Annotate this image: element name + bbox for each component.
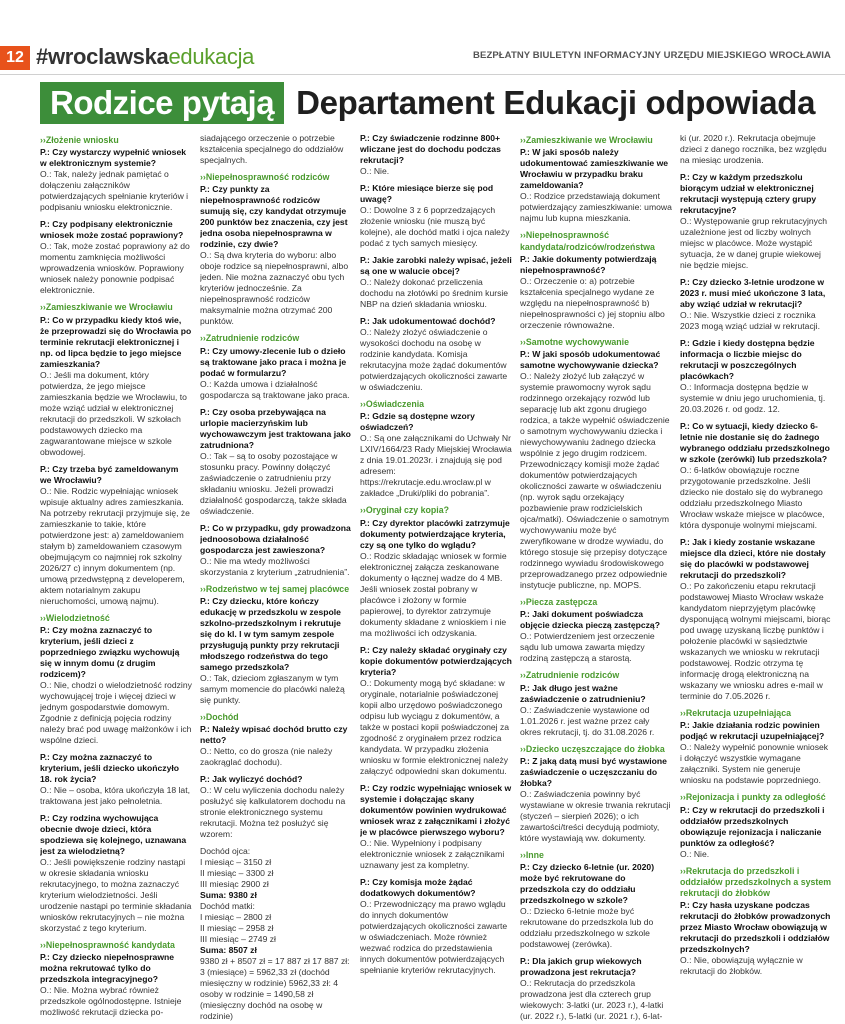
- answer: O.: Zaświadczenie wystawione od 1.01.2026 r. jest ważne przez cały okres rekrutacji, tj. do 31.08.2026 r.: [520, 704, 655, 737]
- answer: O.: Po zakończeniu etapu rekrutacji podstawowej Miasto Wrocław wskaże kandydatom nieprzyjętym placówkę dysponującą wolnymi miejscami, biorąc pod uwagę uzyskaną liczbę punktów i położenie placówki w sąsiedztwie wskazanych we wniosku w rekrutacji podstawowej. Rodzic otrzyma tę informację drogą elektroniczną na wskazany we wniosku adres e-mail w terminie do 7.05.2026 r.: [680, 581, 831, 701]
- column-3: [360, 133, 512, 1021]
- answer: O.: Nie. Rodzic wypełniając wniosek wpisuje aktualny adres zamieszkania. Na potrzeby rekrutacji przyjmuje się, że zamieszkanie to takie, które potwierdzone jest: a) zameldowaniem stałym b) zameldowaniem czasowym obejmującym co najmniej rok szkolny 2026/27 c) innym dokumentem (np. umową przedwstępną z developerem, aktem notarialnym zakupu nieruchomości, umową najmu).: [40, 485, 190, 606]
- question: P.: Czy w rekrutacji do przedszkoli i oddziałów przedszkolnych obowiązuje rejonizacja i naliczanie punktów za odległość?: [680, 804, 825, 848]
- column-2: [200, 133, 352, 1021]
- section-heading: ›› Złożenie wniosku: [40, 135, 192, 146]
- question: P.: Czy komisja może żądać dodatkowych dokumentów?: [360, 876, 476, 898]
- article-columns: [40, 133, 832, 1021]
- section-heading: ›› Zamieszkiwanie we Wrocławiu: [520, 135, 672, 146]
- column-1: [40, 133, 192, 1021]
- section-heading: ›› Rodzeństwo w tej samej placówce: [200, 584, 352, 595]
- answer: siadającego orzeczenie o potrzebie kształcenia specjalnego do oddziałów specjalnych.: [200, 133, 344, 165]
- answer: O.: Są dwa kryteria do wyboru: albo oboje rodzice są niepełnosprawni, albo jeden. Nie można zaznaczyć obu tych kryteriów jednocześnie. Za niepełnosprawność rodziców maksymalnie można otrzymać 200 punktów.: [200, 250, 349, 327]
- question: P.: Jaki dokument poświadcza objęcie dziecka pieczą zastępczą?: [520, 609, 660, 631]
- section-heading: ›› Zamieszkiwanie we Wrocławiu: [40, 302, 192, 313]
- income-line: II miesiąc – 3300 zł: [200, 868, 274, 878]
- answer: O.: Każda umowa i działalność gospodarcza są traktowane jako praca.: [200, 378, 350, 400]
- section-heading: ›› Oświadczenia: [360, 399, 512, 410]
- answer: O.: Nie – osoba, która ukończyła 18 lat, traktowana jest jako pełnoletnia.: [40, 784, 190, 806]
- question: P.: Jakie dokumenty potwierdzają niepełnosprawność?: [520, 253, 657, 275]
- section-heading: ›› Rekrutacja uzupełniająca: [680, 708, 832, 719]
- section-heading: ›› Niepełnosprawność rodziców: [200, 172, 352, 183]
- section-heading: ›› Piecza zastępcza: [520, 597, 672, 608]
- question: P.: Jakie zarobki należy wpisać, jeżeli są one w walucie obcej?: [360, 255, 512, 276]
- column-4: [520, 133, 672, 1021]
- answer: O.: Nie, obowiązują wyłącznie w rekrutacji do żłobków.: [680, 955, 803, 977]
- page-header: [0, 0, 845, 78]
- headline-parents-ask: Rodzice pytają: [40, 82, 284, 124]
- question: P.: Czy dziecko niepełnosprawne można rekrutować tylko do przedszkola integracyjnego?: [40, 952, 175, 984]
- answer: O.: Jeśli powiększenie rodziny nastąpi w okresie składania wniosku rekrutacyjnego, to można zaznaczyć kryterium wielodzietności. Jeśli urodzenie nastąpi po terminie składania wniosków rekrutacyjnych – nie można skorzystać z tego kryterium.: [40, 856, 192, 933]
- answer: O.: Tak, może zostać poprawiony aż do momentu zamknięcia możliwości wprowadzenia wniosków. Poprawiony wniosek należy ponownie podpisać elektronicznie.: [40, 241, 190, 296]
- question: P.: Jak wyliczyć dochód?: [200, 774, 303, 784]
- question: P.: Co w przypadku, gdy prowadzona jednoosobowa działalność gospodarcza jest zawieszona?: [200, 522, 351, 555]
- answer: O.: Jeśli ma dokument, który potwierdza, że jego miejsce zamieszkania będzie we Wrocławiu, to może wziąć udział w elektronicznej rekrutacji do przedszkoli. W szkołach podstawowych dziecko ma zagwarantowane miejsce w szkole obwodowej.: [40, 369, 187, 457]
- answer: O.: Zaświadczenia powinny być wystawiane w okresie trwania rekrutacji (styczeń – sierpień 2026); o ich zawartości/treści decydują podmioty, które wystawiają ww. dokumenty.: [520, 788, 671, 843]
- question: P.: Czy należy składać oryginały czy kopie dokumentów potwierdzających kryteria?: [360, 644, 512, 677]
- question: P.: Czy dyrektor placówki zatrzymuje dokumenty potwierdzające kryteria, czy są one tylko do wglądu?: [360, 517, 510, 550]
- section-heading: ›› Niepełnosprawność kandydata: [40, 940, 192, 951]
- question: P.: Czy osoba przebywająca na urlopie macierzyńskim lub wychowawczym jest traktowana jako zatrudniona?: [200, 406, 351, 450]
- answer: O.: Nie ma wtedy możliwości skorzystania z kryterium „zatrudnienia”.: [200, 555, 350, 577]
- answer: O.: Rodzic składając wniosek w formie elektronicznej załącza zeskanowane dokumenty o łącznej wadze do 4 MB. Jeśli wniosek został pobrany w placówce i złożony w formie papierowej, to dyrektor zatrzymuje dokumenty składane z wnioskiem i nie ma możliwości ich odzyskania.: [360, 550, 507, 638]
- question: P.: Jak i kiedy zostanie wskazane miejsce dla dzieci, które nie dostały się do placówki w podstawowej rekrutacji do przedszkoli?: [680, 537, 826, 580]
- answer: O.: Netto, co do grosza (nie należy zaokrąglać dochodu).: [200, 746, 333, 767]
- question: P.: Czy można zaznaczyć to kryterium, jeśli dzieci z poprzedniego związku wychowują się w innym domu (z drugim rodzicem)?: [40, 624, 180, 679]
- question: P.: Czy wystarczy wypełnić wniosek w elektronicznym systemie?: [40, 147, 186, 169]
- question: P.: Czy podpisany elektronicznie wniosek może zostać poprawiony?: [40, 219, 184, 241]
- answer: O.: Tak, należy jednak pamiętać o dołączeniu załączników potwierdzających spełnianie kryteriów i podpisaniu wniosku elektronicznie.: [40, 169, 189, 213]
- header-divider: [0, 74, 845, 75]
- section-heading: ›› Dochód: [200, 712, 352, 723]
- brand-edu: edukacja: [168, 44, 255, 69]
- answer: O.: Rekrutacja do przedszkola prowadzona jest dla czterech grup wiekowych: 3-latki (ur. 2023 r.), 4-latki (ur. 2022 r.), 5-latki (ur. 2021 r.), 6-lat-: [520, 978, 664, 1021]
- question: P.: Czy dziecku, które kończy edukację w przedszkolu w zespole szkolno-przedszkolnym i rekrutuje się do kl. I w tym samym zespole przysługują punkty przy rekrutacji młodszego rodzeństwa do tego samego przedszkola?: [200, 595, 341, 672]
- brand-city: wroclawska: [47, 44, 169, 69]
- answer: O.: Orzeczenie o: a) potrzebie kształcenia specjalnego wydane ze względu na niepełnosprawność b) niepełnosprawności c) jej stopniu albo orzeczenie równoważne.: [520, 275, 665, 330]
- answer: O.: Należy złożyć oświadczenie o wysokości dochodu na osobę w rodzinie kandydata. Komisja rekrutacyjna może żądać dokumentów potwierdzających okoliczności zawarte w oświadczeniu.: [360, 327, 508, 392]
- question: P.: Jak udokumentować dochód?: [360, 316, 496, 326]
- answer: O.: Tak – są to osoby pozostające w stosunku pracy. Powinny dołączyć zaświadczenie o zatrudnieniu przy składaniu wniosku. Jeżeli prowadzi działalność gospodarczą, także składa oświadczenie.: [200, 450, 347, 516]
- headline: [40, 82, 815, 124]
- answer: O.: Należy wypełnić ponownie wniosek i dołączyć wszystkie wymagane załączniki. System nie generuje wniosku na podstawie poprzedniego.: [680, 742, 829, 786]
- answer: O.: 6-latków obowiązuje roczne przygotowanie przedszkolne. Jeśli dziecko nie dostało się do wybranego oddziału przedszkolnego Miasto Wrocław wskaże miejsce w placówce, która dysponuje wolnymi miejscami.: [680, 465, 825, 530]
- question: P.: Czy umowy-zlecenie lub o dzieło są traktowane jako praca i można je podać w formularzu?: [200, 345, 347, 378]
- answer: O.: Należy złożyć lub załączyć w systemie prawomocny wyrok sądu rodzinnego orzekający rozwód lub separację lub akt zgonu drugiego rodzica, a także wypełnić oświadczenie o samotnym wychowywaniu dziecka i niewychowywaniu żadnego dziecka wspólnie z jego drugim rodzicem. Przewodniczący komisji może żądać dokumentów potwierdzających okoliczności zawarte w oświadczeniu (np. wyrok sądu orzekający pozbawienie praw rodzicielskich ojca/matki). Oświadczenie o samotnym wychowywaniu może być zweryfikowane w drodze wywiadu, do którego stosuje się przepisy dotyczące rodzinnego wywiadu środowiskowego przeprowadzanego przez odpowiednie instytucje publiczne, np. MOPS.: [520, 371, 670, 590]
- income-line: III miesiąc 2900 zł: [200, 879, 269, 889]
- section-heading: ›› Wielodzietność: [40, 613, 192, 624]
- question: P.: Czy w każdym przedszkolu biorącym udział w elektronicznej rekrutacji występują cztery grupy rekrutacyjne?: [680, 172, 817, 215]
- question: P.: Jakie działania rodzic powinien podjąć w rekrutacji uzupełniającej?: [680, 720, 825, 742]
- question: P.: Gdzie są dostępne wzory oświadczeń?: [360, 411, 475, 433]
- section-heading: ›› Rekrutacja do przedszkoli i oddziałów przedszkolnych a system rekrutacji do żłobków: [680, 866, 832, 900]
- answer: O.: Dziecko 6-letnie może być rekrutowane do przedszkola lub do oddziału przedszkolnego w szkole podstawowej (zerówka).: [520, 906, 654, 949]
- section-heading: ›› Niepełnosprawność kandydata/rodziców/rodzeństwa: [520, 230, 672, 253]
- question: P.: Z jaką datą musi być wystawione zaświadczenie o uczęszczaniu do żłobka?: [520, 755, 667, 788]
- answer: O.: W celu wyliczenia dochodu należy posłużyć się kalkulatorem dochodu na stronie elektronicznego systemu rekrutacji. Można też posłużyć się wzorem:: [200, 785, 346, 839]
- question: P.: Należy wpisać dochód brutto czy netto?: [200, 724, 348, 745]
- answer: O.: Występowanie grup rekrutacyjnych uzależnione jest od liczby wolnych miejsc w placówce. Może wystąpić sytuacja, że w danej grupie wiekowej nie będzie miejsc.: [680, 216, 828, 270]
- answer: O.: Rodzice przedstawiają dokument potwierdzający zamieszkiwanie: umowa najmu lub kupna mieszkania.: [520, 191, 672, 224]
- answer: O.: Dowolne 3 z 6 poprzedzających złożenie wniosku (nie muszą być kolejne), ale dochód matki i ojca należy podać z tych samych miesięcy.: [360, 205, 510, 248]
- question: P.: Czy rodzic wypełniając wniosek w systemie i dołączając skany dokumentów powinien wydrukować wniosek wraz z załącznikami i złożyć je w placówce pierwszego wyboru?: [360, 782, 512, 837]
- section-heading: ›› Rejonizacja i punkty za odległość: [680, 792, 832, 803]
- question: P.: Dla jakich grup wiekowych prowadzona jest rekrutacja?: [520, 956, 642, 977]
- section-heading: ›› Zatrudnienie rodziców: [200, 333, 352, 344]
- question: P.: Czy dziecko 6-letnie (ur. 2020) może być rekrutowane do przedszkola czy do oddziału przedszkolnego w szkole?: [520, 862, 655, 905]
- question: P.: Co w przypadku kiedy ktoś wie, że przeprowadzi się do Wrocławia po terminie rekrutacji elektronicznej i np. od lipca będzie to jego miejsce zamieszkania?: [40, 314, 192, 369]
- answer: O.: Przewodniczący ma prawo wglądu do innych dokumentów potwierdzających okoliczności zawarte w oświadczeniach. Może również wezwać rodzica do przedstawienia innych dokumentów potwierdzających spełnianie kryteriów rekrutacyjnych.: [360, 898, 508, 975]
- question: P.: Które miesiące bierze się pod uwagę?: [360, 183, 494, 204]
- answer: 9380 zł + 8507 zł = 17 887 zł 17 887 zł: 3 (miesiące) = 5962,33 zł (dochód miesięczny w rodzinie) 5962,33 zł: 4 osoby w rodzinie = 1490,58 zł (miesięczny dochód na osobę w rodzinie): [200, 956, 350, 1021]
- brand-hash: #: [36, 44, 48, 69]
- answer: O.: Tak, dzieciom zgłaszanym w tym samym momencie do placówki należą się punkty.: [200, 672, 345, 705]
- question: P.: Czy trzeba być zameldowanym we Wrocławiu?: [40, 463, 179, 485]
- answer: O.: Nie. Wypełniony i podpisany elektronicznie wniosek z załącznikami uznawany jest za kompletny.: [360, 837, 505, 870]
- answer: O.: Nie.: [680, 848, 710, 859]
- section-heading: ›› Inne: [520, 850, 672, 861]
- brand-title: [36, 44, 254, 70]
- answer: O.: Nie. Wszystkie dzieci z rocznika 2023 mogą wziąć udział w rekrutacji.: [680, 310, 820, 331]
- answer: O.: Należy dokonać przeliczenia dochodu na złotówki po średnim kursie NBP na dzień składania wniosku.: [360, 277, 509, 309]
- question: P.: Czy rodzina wychowująca obecnie dwoje dzieci, która spodziewa się kolejnego, uznawana jest za wielodzietną?: [40, 812, 187, 856]
- answer: O.: Są one załącznikami do Uchwały Nr LXIV/1664/23 Rady Miejskiej Wrocławia z dnia 19.01.2023r. i znajdują się pod adresem: https://rekrutacje.edu.wroclaw.pl w zakładce „Druki/pliki do pobrania”.: [360, 433, 512, 499]
- bulletin-label: BEZPŁATNY BIULETYN INFORMACYJNY URZĘDU MIEJSKIEGO WROCŁAWIA: [473, 50, 831, 61]
- headline-department-answers: Departament Edukacji odpowiada: [296, 84, 816, 121]
- question: P.: W jaki sposób udokumentować samotne wychowywanie dziecka?: [520, 349, 661, 370]
- question: P.: Gdzie i kiedy dostępna będzie informacja o liczbie miejsc do rekrutacji w poszczególnych placówkach?: [680, 338, 815, 381]
- answer: O.: Informacja dostępna będzie w systemie w dniu jego uruchomienia, tj. 20.03.2026 r. od godz. 12.: [680, 382, 826, 414]
- question: P.: Czy można zaznaczyć to kryterium, jeśli dziecko ukończyło 18. rok życia?: [40, 751, 179, 784]
- section-heading: ›› Samotne wychowywanie: [520, 337, 672, 348]
- income-line: I miesiąc – 2800 zł: [200, 912, 272, 922]
- income-sum: Suma: 8507 zł: [200, 945, 257, 955]
- income-line: I miesiąc – 3150 zł: [200, 857, 272, 867]
- income-sum: Suma: 9380 zł: [200, 890, 257, 900]
- answer: O.: Nie. Można wybrać również przedszkole ogólnodostępne. Istnieje możliwość rekrutacji dziecka po-: [40, 985, 182, 1017]
- section-heading: ›› Zatrudnienie rodziców: [520, 670, 672, 681]
- question: P.: Czy świadczenie rodzinne 800+ wliczane jest do dochodu podczas rekrutacji?: [360, 133, 501, 165]
- question: P.: Jak długo jest ważne zaświadczenie o zatrudnieniu?: [520, 682, 646, 704]
- column-5: [680, 133, 832, 1021]
- answer: O.: Nie.: [360, 166, 390, 176]
- answer: O.: Potwierdzeniem jest orzeczenie sądu lub umowa zawarta między rodziną zastępczą a starostą.: [520, 631, 655, 664]
- answer: O.: Nie, chodzi o wielodzietność rodziny wychowującej troje i więcej dzieci w jednym gospodarstwie domowym. Zgodnie z definicją pojęcia rodziny należy brać pod uwagę małżonków i ich wspólne dzieci.: [40, 679, 192, 745]
- question: P.: W jaki sposób należy udokumentować zamieszkiwanie we Wrocławiu w przypadku braku zameldowania?: [520, 147, 669, 191]
- question: P.: Co w sytuacji, kiedy dziecko 6-letnie nie dostanie się do żadnego wybranego oddziału przedszkolnego w szkole (zerówki) lub przedszkola?: [680, 421, 830, 464]
- answer: ki (ur. 2020 r.). Rekrutacja obejmuje dzieci z danego rocznika, bez względu na miesiąc urodzenia.: [680, 133, 827, 165]
- question: P.: Czy punkty za niepełnosprawność rodziców sumują się, czy kandydat otrzymuje 200 punktów bez znaczenia, czy jest jedna osoba niepełnosprawna w rodzinie, czy dwie?: [200, 184, 348, 250]
- section-heading: ›› Dziecko uczęszczające do żłobka: [520, 744, 672, 755]
- income-line: II miesiąc – 2958 zł: [200, 923, 274, 933]
- answer: O.: Dokumenty mogą być składane: w oryginale, notarialnie poświadczonej kopii albo urzędowo poświadczonego odpisu lub wyciągu z dokumentów, a także w postaci kopii poświadczonej za zgodność z oryginałem przez rodzica kandydata. W przypadku złożenia wniosku w formie elektronicznej należy załączyć odpowiedni skan dokumentu.: [360, 677, 510, 776]
- question: P.: Czy dziecko 3-letnie urodzone w 2023 r. musi mieć ukończone 3 lata, aby wziąć udział w rekrutacji?: [680, 277, 826, 309]
- section-heading: ›› Oryginał czy kopia?: [360, 505, 512, 516]
- question: P.: Czy hasła uzyskane podczas rekrutacji do żłobków prowadzonych przez Miasto Wrocław obowiązują w rekrutacji do przedszkoli i oddziałów przedszkolnych?: [680, 900, 831, 955]
- income-line: Dochód matki:: [200, 901, 255, 911]
- page-number: 12: [0, 46, 30, 70]
- income-line: Dochód ojca:: [200, 846, 251, 856]
- income-line: III miesiąc – 2749 zł: [200, 934, 276, 944]
